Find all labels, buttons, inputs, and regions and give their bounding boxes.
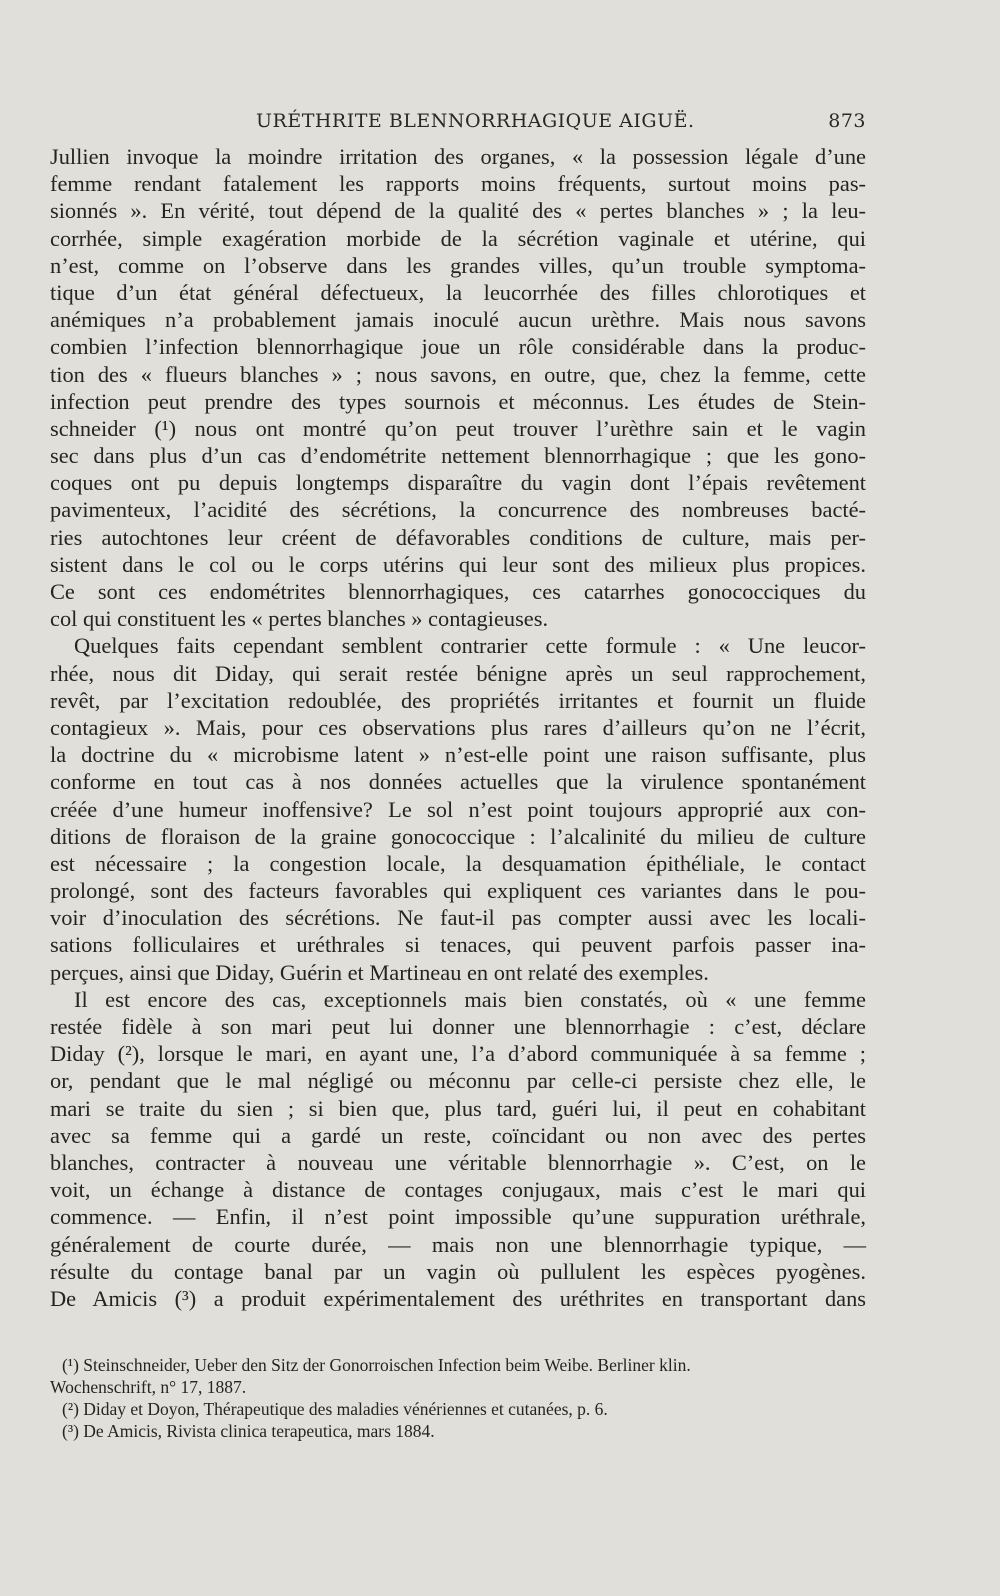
- text-line: infection peut prendre des types sournois et méconnus. Les études de Stein-: [50, 388, 866, 414]
- footnote: (²) Diday et Doyon, Thérapeutique des maladies vénériennes et cutanées, p. 6.: [62, 1399, 608, 1419]
- paragraph: [50, 632, 866, 985]
- footnote: (¹) Steinschneider, Ueber den Sitz der Gonorroischen Infection beim Weibe. Berliner klin.: [62, 1355, 691, 1375]
- text-line: commence. — Enfin, il n’est point impossible qu’une suppuration uréthrale,: [50, 1204, 866, 1230]
- text-line: voit, un échange à distance de contages conjugaux, mais c’est le mari qui: [50, 1177, 866, 1203]
- text-line: coques ont pu depuis longtemps disparaître du vagin dont l’épais revêtement: [50, 470, 866, 496]
- running-title: URÉTHRITE BLENNORRHAGIQUE AIGUË.: [256, 110, 695, 132]
- text-line: voir d’inoculation des sécrétions. Ne faut-il pas compter aussi avec les locali-: [50, 905, 866, 931]
- footnote: (³) De Amicis, Rivista clinica terapeutica, mars 1884.: [62, 1421, 435, 1441]
- text-line: Il est encore des cas, exceptionnels mais bien constatés, où « une femme: [74, 986, 866, 1012]
- text-line: restée fidèle à son mari peut lui donner une blennorrhagie : c’est, déclare: [50, 1014, 866, 1039]
- text-line: schneider (¹) nous ont montré qu’on peut trouver l’urèthre sain et le vagin: [50, 415, 866, 441]
- text-line: De Amicis (³) a produit expérimentalement des uréthrites en transportant dans: [50, 1285, 866, 1311]
- footnotes: [50, 1354, 866, 1442]
- text-line: n’est, comme on l’observe dans les grandes villes, qu’un trouble symptoma-: [50, 252, 866, 278]
- text-line: créée d’une humeur inoffensive? Le sol n’est point toujours approprié aux con-: [50, 796, 866, 822]
- text-line: sionnés ». En vérité, tout dépend de la qualité des « pertes blanches » ; la leu-: [50, 198, 866, 224]
- text-line: or, pendant que le mal négligé ou méconnu par celle-ci persiste chez elle, le: [50, 1068, 866, 1094]
- text-line: tion des « flueurs blanches » ; nous savons, en outre, que, chez la femme, cette: [50, 361, 866, 387]
- paragraph: [50, 143, 866, 632]
- text-line: sations folliculaires et uréthrales si tenaces, qui peuvent parfois passer ina-: [50, 932, 866, 958]
- text-line: mari se traite du sien ; si bien que, plus tard, guéri lui, il peut en cohabitant: [50, 1095, 866, 1121]
- text-line: revêt, par l’excitation redoublée, des propriétés irritantes et fournit un fluide: [50, 687, 866, 713]
- text-line: Jullien invoque la moindre irritation des organes, « la possession légale d’une: [50, 144, 866, 169]
- text-line: Ce sont ces endométrites blennorrhagiques, ces catarrhes gonococciques du: [50, 579, 866, 604]
- text-line: conforme en tout cas à nos données actuelles que la virulence spontanément: [50, 769, 866, 795]
- text-line: avec sa femme qui a gardé un reste, coïncidant ou non avec des pertes: [50, 1122, 866, 1148]
- text-line: contagieux ». Mais, pour ces observations plus rares d’ailleurs qu’on ne l’écrit,: [50, 714, 866, 740]
- text-line: Quelques faits cependant semblent contrarier cette formule : « Une leucor-: [74, 633, 866, 659]
- text-line: ditions de floraison de la graine gonococcique : l’alcalinité du milieu de culture: [50, 823, 866, 849]
- running-header: [50, 106, 866, 136]
- text-line: est nécessaire ; la congestion locale, la desquamation épithéliale, le contact: [50, 850, 866, 876]
- text-line: blanches, contracter à nouveau une véritable blennorrhagie ». C’est, on le: [50, 1149, 866, 1175]
- text-line: ries autochtones leur créent de défavorables conditions de culture, mais per-: [50, 524, 866, 550]
- page-number: 873: [828, 110, 866, 132]
- text-line: col qui constituent les « pertes blanches » contagieuses.: [50, 606, 549, 632]
- text-line: pavimenteux, l’acidité des sécrétions, la concurrence des nombreuses bacté-: [50, 497, 866, 523]
- text-line: prolongé, sont des facteurs favorables qui expliquent ces variantes dans le pou-: [50, 878, 866, 904]
- text-line: combien l’infection blennorrhagique joue un rôle considérable dans la produc-: [50, 334, 866, 360]
- text-line: la doctrine du « microbisme latent » n’est-elle point une raison suffisante, plus: [50, 742, 866, 768]
- text-line: perçues, ainsi que Diday, Guérin et Martineau en ont relaté des exemples.: [50, 959, 709, 985]
- text-line: sistent dans le col ou le corps utérins qui leur sont des milieux plus propices.: [50, 551, 866, 577]
- footnote-continuation: Wochenschrift, n° 17, 1887.: [50, 1377, 247, 1397]
- paragraph: [50, 986, 866, 1312]
- text-line: généralement de courte durée, — mais non une blennorrhagie typique, —: [50, 1231, 866, 1257]
- text-line: anémiques n’a probablement jamais inoculé aucun urèthre. Mais nous savons: [50, 307, 866, 333]
- text-line: corrhée, simple exagération morbide de la sécrétion vaginale et utérine, qui: [50, 225, 866, 251]
- body-text: [50, 143, 866, 1312]
- text-line: tique d’un état général défectueux, la leucorrhée des filles chlorotiques et: [50, 279, 866, 305]
- text-line: résulte du contage banal par un vagin où pullulent les espèces pyogènes.: [50, 1258, 866, 1284]
- text-line: Diday (²), lorsque le mari, en ayant une, l’a d’abord communiquée à sa femme ;: [50, 1041, 866, 1067]
- text-line: sec dans plus d’un cas d’endométrite nettement blennorrhagique ; que les gono-: [50, 443, 866, 469]
- text-line: rhée, nous dit Diday, qui serait restée bénigne après un seul rapprochement,: [50, 660, 866, 686]
- text-line: femme rendant fatalement les rapports moins fréquents, surtout moins pas-: [50, 171, 866, 197]
